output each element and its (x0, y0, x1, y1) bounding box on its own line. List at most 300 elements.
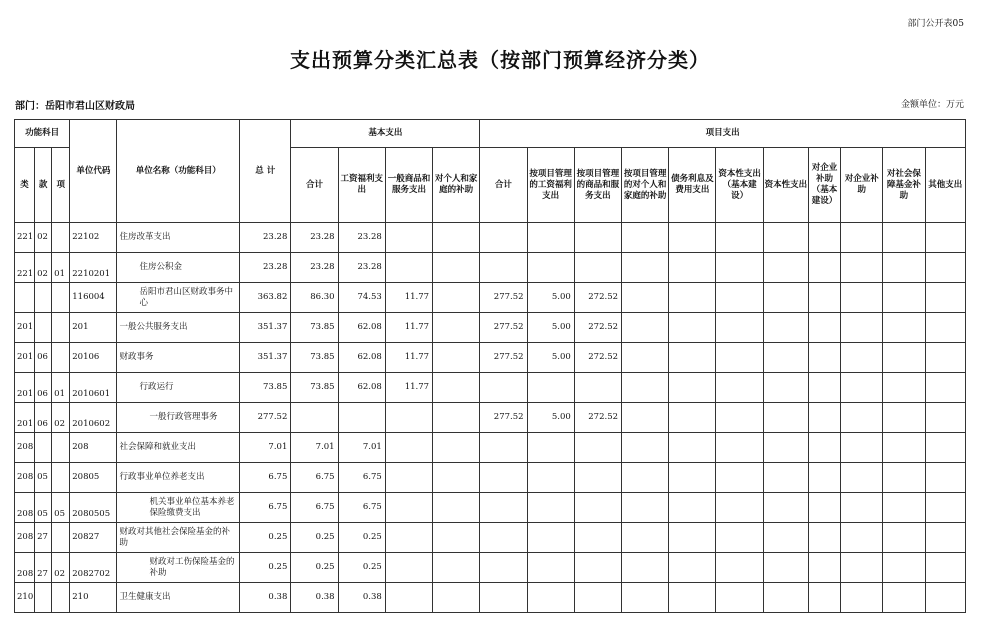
table-row (15, 403, 966, 433)
header-total: 总 计 (240, 120, 291, 223)
cell-total: 0.25 (240, 553, 291, 583)
cell-empty (808, 343, 840, 373)
cell-p-wage: 5.00 (527, 283, 574, 313)
cell-b-wage: 0.25 (338, 523, 385, 553)
cell-b-total: 0.25 (291, 553, 338, 583)
cell-b-goods: 11.77 (385, 313, 432, 343)
cell-b-personal (433, 463, 480, 493)
header-project-goods: 按项目管理的商品和服务支出 (574, 148, 621, 223)
cell-xiang (52, 313, 70, 343)
cell-empty (808, 463, 840, 493)
cell-empty (622, 253, 669, 283)
cell-p-goods (574, 223, 621, 253)
cell-empty (883, 493, 925, 523)
header-project-enterprise-build: 对企业补助（基本建设） (808, 148, 840, 223)
cell-code: 2010602 (70, 403, 117, 433)
cell-empty (841, 463, 883, 493)
cell-total: 23.28 (240, 223, 291, 253)
cell-empty (925, 373, 966, 403)
cell-empty (716, 583, 763, 613)
cell-empty (763, 343, 808, 373)
header-project-debt: 债务利息及费用支出 (669, 148, 716, 223)
cell-xiang (52, 463, 70, 493)
cell-empty (622, 463, 669, 493)
cell-kuan (35, 313, 52, 343)
cell-b-total: 6.75 (291, 463, 338, 493)
cell-empty (883, 553, 925, 583)
cell-b-goods: 11.77 (385, 373, 432, 403)
cell-empty (925, 523, 966, 553)
cell-b-goods (385, 463, 432, 493)
cell-empty (669, 463, 716, 493)
cell-p-goods: 272.52 (574, 283, 621, 313)
header-project-capital-build: 资本性支出（基本建设） (716, 148, 763, 223)
header-project-total: 合计 (480, 148, 527, 223)
table-row (15, 343, 966, 373)
cell-empty (716, 463, 763, 493)
cell-b-goods (385, 553, 432, 583)
cell-empty (808, 523, 840, 553)
cell-b-total: 23.28 (291, 223, 338, 253)
cell-b-wage: 7.01 (338, 433, 385, 463)
cell-kuan: 06 (35, 373, 52, 403)
table-row (15, 313, 966, 343)
cell-p-wage (527, 253, 574, 283)
cell-b-total: 73.85 (291, 343, 338, 373)
cell-lei: 208 (15, 523, 35, 553)
cell-p-goods (574, 373, 621, 403)
cell-empty (716, 433, 763, 463)
cell-empty (669, 313, 716, 343)
cell-p-goods (574, 253, 621, 283)
cell-empty (669, 223, 716, 253)
cell-kuan: 06 (35, 403, 52, 433)
cell-empty (883, 433, 925, 463)
cell-name: 行政运行 (117, 373, 240, 403)
cell-empty (925, 583, 966, 613)
cell-empty (841, 253, 883, 283)
cell-p-total: 277.52 (480, 283, 527, 313)
cell-empty (808, 583, 840, 613)
cell-kuan: 02 (35, 223, 52, 253)
cell-empty (883, 313, 925, 343)
cell-empty (716, 313, 763, 343)
cell-empty (925, 313, 966, 343)
header-basic-personal: 对个人和家庭的补助 (433, 148, 480, 223)
cell-total: 7.01 (240, 433, 291, 463)
cell-b-wage: 62.08 (338, 373, 385, 403)
header-xiang: 项 (52, 148, 70, 223)
cell-code: 116004 (70, 283, 117, 313)
cell-empty (763, 283, 808, 313)
cell-empty (716, 253, 763, 283)
cell-empty (763, 223, 808, 253)
header-func-subject: 功能科目 (15, 120, 70, 148)
cell-xiang (52, 343, 70, 373)
cell-b-total: 86.30 (291, 283, 338, 313)
cell-empty (622, 283, 669, 313)
cell-p-total (480, 253, 527, 283)
cell-code: 208 (70, 433, 117, 463)
cell-p-goods (574, 463, 621, 493)
cell-total: 6.75 (240, 463, 291, 493)
table-row (15, 223, 966, 253)
cell-p-goods (574, 433, 621, 463)
cell-p-total (480, 523, 527, 553)
cell-empty (925, 493, 966, 523)
cell-empty (841, 313, 883, 343)
cell-empty (763, 553, 808, 583)
cell-p-goods: 272.52 (574, 313, 621, 343)
cell-empty (622, 223, 669, 253)
header-unit-code: 单位代码 (70, 120, 117, 223)
cell-empty (883, 283, 925, 313)
cell-empty (763, 433, 808, 463)
cell-name: 岳阳市君山区财政事务中心 (117, 283, 240, 313)
cell-p-goods: 272.52 (574, 343, 621, 373)
cell-empty (669, 373, 716, 403)
cell-empty (622, 583, 669, 613)
cell-b-goods (385, 523, 432, 553)
cell-p-wage (527, 463, 574, 493)
cell-p-total (480, 493, 527, 523)
cell-total: 363.82 (240, 283, 291, 313)
cell-empty (669, 283, 716, 313)
cell-b-total: 73.85 (291, 373, 338, 403)
cell-b-personal (433, 343, 480, 373)
cell-name: 行政事业单位养老支出 (117, 463, 240, 493)
cell-b-goods (385, 223, 432, 253)
cell-empty (841, 403, 883, 433)
header-unit-name: 单位名称（功能科目） (117, 120, 240, 223)
cell-xiang (52, 223, 70, 253)
cell-name: 卫生健康支出 (117, 583, 240, 613)
cell-b-total (291, 403, 338, 433)
cell-lei: 221 (15, 253, 35, 283)
cell-empty (883, 343, 925, 373)
table-row (15, 433, 966, 463)
cell-code: 201 (70, 313, 117, 343)
cell-empty (841, 223, 883, 253)
cell-xiang: 02 (52, 403, 70, 433)
cell-p-goods (574, 523, 621, 553)
table-row (15, 373, 966, 403)
cell-xiang (52, 583, 70, 613)
cell-name: 住房改革支出 (117, 223, 240, 253)
cell-lei: 221 (15, 223, 35, 253)
table-row (15, 583, 966, 613)
cell-b-personal (433, 373, 480, 403)
cell-empty (841, 553, 883, 583)
cell-empty (622, 523, 669, 553)
cell-empty (883, 373, 925, 403)
cell-empty (925, 223, 966, 253)
header-basic-goods: 一般商品和服务支出 (385, 148, 432, 223)
cell-empty (808, 433, 840, 463)
cell-kuan (35, 583, 52, 613)
cell-xiang (52, 523, 70, 553)
cell-b-goods (385, 583, 432, 613)
cell-b-personal (433, 493, 480, 523)
department-label: 部门：岳阳市君山区财政局 (15, 101, 135, 112)
cell-empty (925, 463, 966, 493)
cell-empty (716, 283, 763, 313)
cell-empty (669, 553, 716, 583)
cell-p-wage: 5.00 (527, 313, 574, 343)
page-title: 支出预算分类汇总表（按部门预算经济分类） (290, 48, 710, 72)
cell-empty (808, 553, 840, 583)
cell-lei (15, 283, 35, 313)
cell-code: 20827 (70, 523, 117, 553)
cell-empty (669, 253, 716, 283)
cell-empty (925, 403, 966, 433)
cell-name: 机关事业单位基本养老保险缴费支出 (117, 493, 240, 523)
header-project-enterprise: 对企业补助 (841, 148, 883, 223)
cell-empty (883, 223, 925, 253)
cell-b-wage: 23.28 (338, 253, 385, 283)
cell-empty (622, 493, 669, 523)
cell-name: 财政对其他社会保险基金的补助 (117, 523, 240, 553)
cell-p-total: 277.52 (480, 313, 527, 343)
cell-total: 351.37 (240, 313, 291, 343)
cell-empty (763, 403, 808, 433)
cell-kuan: 05 (35, 463, 52, 493)
header-basic-wage: 工资福利支出 (338, 148, 385, 223)
cell-code: 210 (70, 583, 117, 613)
cell-p-total (480, 433, 527, 463)
budget-table (14, 119, 966, 613)
header-basic-total: 合计 (291, 148, 338, 223)
cell-name: 财政对工伤保险基金的补助 (117, 553, 240, 583)
cell-empty (669, 523, 716, 553)
cell-total: 73.85 (240, 373, 291, 403)
cell-empty (763, 463, 808, 493)
cell-b-total: 7.01 (291, 433, 338, 463)
cell-p-wage: 5.00 (527, 403, 574, 433)
cell-b-personal (433, 253, 480, 283)
cell-b-goods: 11.77 (385, 343, 432, 373)
header-basic-expenditure: 基本支出 (291, 120, 480, 148)
cell-empty (763, 493, 808, 523)
cell-p-goods (574, 493, 621, 523)
cell-p-wage (527, 523, 574, 553)
cell-lei: 210 (15, 583, 35, 613)
header-project-personal: 按项目管理的对个人和家庭的补助 (622, 148, 669, 223)
cell-b-goods (385, 493, 432, 523)
cell-total: 351.37 (240, 343, 291, 373)
cell-b-total: 6.75 (291, 493, 338, 523)
cell-b-wage (338, 403, 385, 433)
cell-b-wage: 6.75 (338, 493, 385, 523)
cell-empty (925, 553, 966, 583)
cell-empty (808, 493, 840, 523)
cell-b-personal (433, 553, 480, 583)
cell-b-total: 0.25 (291, 523, 338, 553)
cell-b-goods (385, 403, 432, 433)
cell-b-goods (385, 253, 432, 283)
table-body (15, 223, 966, 613)
cell-b-personal (433, 523, 480, 553)
cell-empty (669, 433, 716, 463)
cell-p-wage (527, 223, 574, 253)
cell-lei: 208 (15, 463, 35, 493)
cell-empty (925, 343, 966, 373)
cell-empty (808, 283, 840, 313)
table-row (15, 283, 966, 313)
cell-empty (883, 463, 925, 493)
table-row (15, 523, 966, 553)
cell-p-total (480, 583, 527, 613)
cell-empty (716, 343, 763, 373)
cell-lei: 201 (15, 403, 35, 433)
table-header (15, 120, 966, 223)
header-lei: 类 (15, 148, 35, 223)
cell-p-wage (527, 493, 574, 523)
cell-lei: 208 (15, 493, 35, 523)
cell-b-personal (433, 223, 480, 253)
cell-lei: 208 (15, 433, 35, 463)
cell-b-total: 23.28 (291, 253, 338, 283)
header-project-social-fund: 对社会保障基金补助 (883, 148, 925, 223)
cell-xiang: 01 (52, 253, 70, 283)
cell-xiang: 02 (52, 553, 70, 583)
cell-empty (808, 373, 840, 403)
cell-b-wage: 6.75 (338, 463, 385, 493)
cell-empty (763, 373, 808, 403)
amount-unit-label: 金额单位：万元 (900, 100, 964, 110)
table-row (15, 493, 966, 523)
cell-empty (883, 403, 925, 433)
cell-p-total (480, 553, 527, 583)
header-project-other: 其他支出 (925, 148, 966, 223)
cell-code: 2010601 (70, 373, 117, 403)
cell-empty (925, 253, 966, 283)
cell-code: 20106 (70, 343, 117, 373)
cell-p-total (480, 463, 527, 493)
header-project-wage: 按项目管理的工资福利支出 (527, 148, 574, 223)
cell-total: 6.75 (240, 493, 291, 523)
cell-empty (925, 283, 966, 313)
cell-name: 一般行政管理事务 (117, 403, 240, 433)
cell-p-total (480, 223, 527, 253)
cell-empty (669, 493, 716, 523)
cell-lei: 208 (15, 553, 35, 583)
cell-p-goods (574, 583, 621, 613)
cell-empty (883, 523, 925, 553)
cell-total: 23.28 (240, 253, 291, 283)
cell-total: 277.52 (240, 403, 291, 433)
cell-empty (763, 523, 808, 553)
cell-empty (622, 343, 669, 373)
cell-empty (808, 403, 840, 433)
header-project-expenditure: 项目支出 (480, 120, 966, 148)
cell-b-goods: 11.77 (385, 283, 432, 313)
cell-empty (716, 493, 763, 523)
cell-kuan: 06 (35, 343, 52, 373)
cell-empty (669, 403, 716, 433)
cell-b-total: 0.38 (291, 583, 338, 613)
header-kuan: 款 (35, 148, 52, 223)
cell-empty (841, 583, 883, 613)
cell-code: 20805 (70, 463, 117, 493)
cell-b-wage: 0.25 (338, 553, 385, 583)
cell-b-wage: 23.28 (338, 223, 385, 253)
cell-empty (716, 523, 763, 553)
cell-b-wage: 74.53 (338, 283, 385, 313)
cell-empty (622, 373, 669, 403)
cell-total: 0.25 (240, 523, 291, 553)
cell-b-wage: 62.08 (338, 343, 385, 373)
cell-xiang (52, 283, 70, 313)
cell-code: 2082702 (70, 553, 117, 583)
cell-empty (622, 403, 669, 433)
cell-kuan: 27 (35, 523, 52, 553)
cell-b-total: 73.85 (291, 313, 338, 343)
cell-empty (841, 433, 883, 463)
cell-empty (883, 253, 925, 283)
cell-empty (841, 343, 883, 373)
cell-code: 2210201 (70, 253, 117, 283)
cell-empty (841, 493, 883, 523)
cell-p-wage: 5.00 (527, 343, 574, 373)
cell-name: 财政事务 (117, 343, 240, 373)
cell-empty (841, 283, 883, 313)
cell-p-total: 277.52 (480, 403, 527, 433)
cell-empty (808, 253, 840, 283)
cell-b-personal (433, 283, 480, 313)
cell-kuan (35, 433, 52, 463)
cell-b-wage: 0.38 (338, 583, 385, 613)
cell-kuan: 05 (35, 493, 52, 523)
cell-empty (716, 403, 763, 433)
cell-b-goods (385, 433, 432, 463)
cell-name: 一般公共服务支出 (117, 313, 240, 343)
cell-p-wage (527, 433, 574, 463)
cell-p-total (480, 373, 527, 403)
cell-b-personal (433, 433, 480, 463)
table-row (15, 253, 966, 283)
cell-b-wage: 62.08 (338, 313, 385, 343)
cell-p-goods (574, 553, 621, 583)
cell-p-wage (527, 373, 574, 403)
table-row (15, 463, 966, 493)
cell-empty (841, 523, 883, 553)
cell-b-personal (433, 313, 480, 343)
cell-kuan: 27 (35, 553, 52, 583)
cell-p-total: 277.52 (480, 343, 527, 373)
cell-lei: 201 (15, 343, 35, 373)
cell-empty (669, 343, 716, 373)
cell-b-personal (433, 583, 480, 613)
cell-empty (716, 553, 763, 583)
cell-code: 2080505 (70, 493, 117, 523)
cell-p-goods: 272.52 (574, 403, 621, 433)
cell-empty (841, 373, 883, 403)
form-number: 部门公开表05 (907, 19, 964, 29)
cell-p-wage (527, 553, 574, 583)
cell-empty (925, 433, 966, 463)
cell-empty (669, 583, 716, 613)
cell-kuan (35, 283, 52, 313)
cell-xiang: 01 (52, 373, 70, 403)
cell-empty (716, 373, 763, 403)
cell-kuan: 02 (35, 253, 52, 283)
cell-empty (763, 253, 808, 283)
cell-empty (716, 223, 763, 253)
cell-empty (808, 313, 840, 343)
cell-code: 22102 (70, 223, 117, 253)
cell-xiang: 05 (52, 493, 70, 523)
